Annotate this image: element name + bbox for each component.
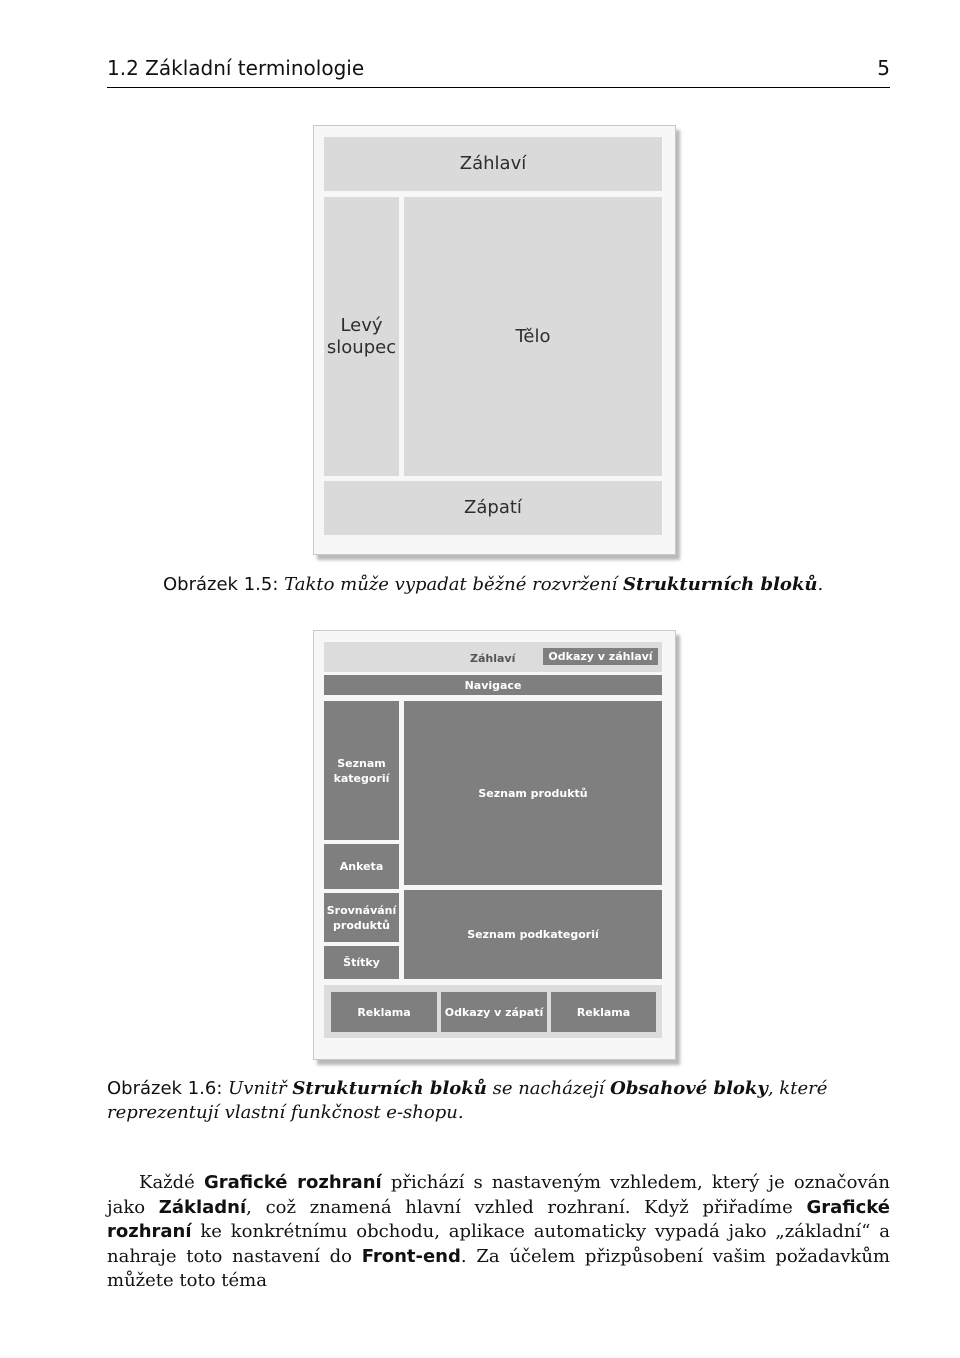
block-header-links: Odkazy v záhlaví bbox=[543, 648, 658, 665]
figure-caption-2: Obrázek 1.6: Uvnitř Strukturních bloků se nacházejí Obsahové bloky, které reprezentují vlastní funkčnost e-shopu. bbox=[107, 1078, 828, 1123]
block-footer: Zápatí bbox=[324, 481, 662, 535]
figure-caption-1: Obrázek 1.5: Takto může vypadat běžné rozvržení Strukturních bloků. bbox=[163, 574, 824, 595]
block-header: Záhlaví bbox=[324, 137, 662, 191]
block-ad-right: Reklama bbox=[551, 992, 656, 1032]
block-category-list: Seznam kategorií bbox=[324, 701, 399, 840]
block-poll: Anketa bbox=[324, 844, 399, 889]
block-left-column bbox=[324, 197, 399, 476]
left-column-label: Levý sloupec bbox=[326, 314, 397, 358]
block-navigation: Navigace bbox=[324, 675, 662, 695]
block-body: Tělo bbox=[404, 197, 662, 476]
figure-content-blocks bbox=[313, 630, 676, 1060]
block-tags: Štítky bbox=[324, 946, 399, 979]
block-subcategory-list: Seznam podkategorií bbox=[404, 890, 662, 979]
block-footer-links: Odkazy v zápatí bbox=[441, 992, 547, 1032]
page-number: 5 bbox=[877, 56, 890, 80]
block-product-list: Seznam produktů bbox=[404, 701, 662, 885]
running-header bbox=[107, 56, 890, 80]
block-product-compare: Srovnávání produktů bbox=[324, 893, 399, 942]
section-title: 1.2 Základní terminologie bbox=[107, 56, 365, 80]
figure-structural-layout bbox=[313, 125, 676, 555]
body-paragraph: Každé Grafické rozhraní přichází s nastaveným vzhledem, který je označován jako Základní, což znamená hlavní vzhled rozhraní. Když přiřadíme Grafické rozhraní ke konkrétnímu obchodu, aplikace automaticky vypadá jako „základní“ a nahraje toto nastavení do Front-end. Za účelem přizpůsobení vašim požadavkům můžete toto téma bbox=[107, 1172, 890, 1291]
block-ad-left: Reklama bbox=[331, 992, 437, 1032]
header-rule bbox=[107, 87, 890, 88]
block-header: Záhlaví bbox=[324, 642, 662, 672]
